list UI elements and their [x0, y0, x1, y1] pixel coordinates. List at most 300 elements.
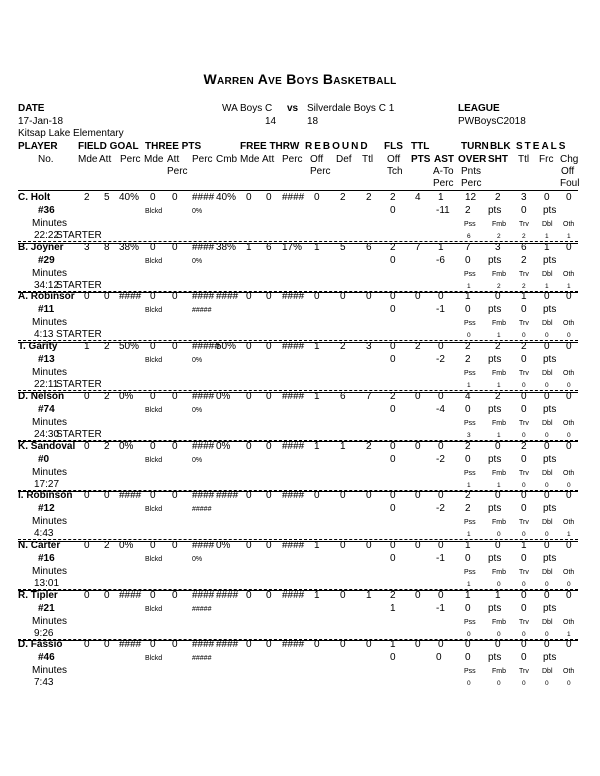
cell-pss: 1	[467, 382, 471, 390]
cell-stl-chg: 0	[566, 341, 572, 353]
cell-ttl-pts: 0	[415, 539, 421, 551]
cell-ast: 1	[438, 241, 444, 253]
cell-blk: 2	[495, 192, 501, 203]
cell-tp-att: 0	[172, 639, 178, 651]
cell-trv: 0	[522, 382, 526, 390]
cell-reb-off: 0	[314, 639, 320, 651]
cell-turn: 1	[465, 539, 471, 551]
label-minutes: Minutes	[32, 516, 68, 528]
cell-cmb-perc: 0%	[216, 539, 231, 551]
away-team: Silverdale Boys C 1	[307, 103, 395, 114]
cell-ttl-pts: 0	[415, 440, 421, 452]
cell-turn: 4	[465, 390, 471, 402]
label-oth: Oth	[563, 270, 575, 278]
cell-a-to: -2	[436, 503, 445, 515]
cell-reb-ttl: 7	[366, 390, 372, 402]
cell-ast: 0	[438, 490, 444, 502]
cell-ft-mde: 0	[246, 539, 252, 551]
cell-pss: 3	[467, 431, 471, 439]
label-dbl: Dbl	[542, 221, 553, 228]
cell-ft-att: 0	[266, 589, 272, 601]
col-frc: Frc	[539, 154, 554, 165]
cell-tp-att: 0	[172, 390, 178, 402]
cell-tp-mde: 0	[150, 440, 156, 452]
cell-ast: 0	[438, 390, 444, 402]
cell-ft-perc: ####	[282, 291, 305, 303]
label-blckd: Blckd	[145, 357, 163, 365]
cell-stl-frc: 1	[544, 241, 550, 253]
cell-minutes: 34:12	[34, 279, 60, 291]
cell-fls: 1	[390, 639, 396, 651]
col-over: OVER	[458, 154, 487, 165]
label-dbl: Dbl	[542, 519, 553, 527]
label-pts: pts	[543, 503, 557, 515]
cell-fls-off: 0	[390, 503, 396, 515]
cell-fg-att: 2	[104, 390, 110, 402]
cell-stl-chg: 0	[566, 539, 572, 551]
cell-oth: 1	[567, 531, 571, 539]
label-dbl: Dbl	[542, 469, 553, 477]
col-ft-mde: Mde	[240, 154, 260, 165]
label-pts: pts	[488, 552, 502, 564]
cell-stl-chg: 0	[566, 390, 572, 402]
cell-stl-frc: 0	[544, 341, 550, 353]
cell-fmb: 0	[497, 580, 501, 588]
label-fmb: Fmb	[492, 519, 506, 527]
label-pts: pts	[488, 652, 502, 664]
cell-ft-perc: ####	[282, 589, 305, 601]
cell-fmb: 1	[497, 332, 501, 340]
cell-stl-ttl: 0	[521, 639, 527, 651]
cell-reb-def: 0	[340, 639, 346, 651]
cell-fg-perc: 50%	[119, 341, 140, 353]
cell-reb-off: 0	[314, 291, 320, 303]
cell-reb-ttl: 3	[366, 341, 372, 353]
label-minutes: Minutes	[32, 416, 68, 428]
cell-stl-ttl: 2	[521, 341, 527, 353]
label-pss: Pss	[464, 419, 476, 427]
cell-number: #11	[38, 304, 55, 316]
cell-fg-mde: 2	[84, 192, 90, 203]
cell-fls-off: 0	[390, 453, 396, 465]
col-ttl: TTL	[411, 141, 430, 152]
cell-a-to: -2	[436, 354, 445, 366]
cell-fg-mde: 0	[84, 490, 90, 502]
cell-reb-ttl: 2	[366, 192, 372, 203]
cell-tp-mde: 0	[150, 241, 156, 253]
label-dbl: Dbl	[542, 668, 553, 676]
cell-blk-pts: 0	[521, 304, 527, 316]
cell-reb-ttl: 0	[366, 291, 372, 303]
cell-dbl: 0	[545, 630, 549, 638]
cell-tp-att: 0	[172, 192, 178, 203]
cell-blckd-perc: 0%	[192, 257, 203, 265]
cell-reb-def: 0	[340, 490, 346, 502]
cell-fg-att: 0	[104, 291, 110, 303]
cell-reb-ttl: 0	[366, 539, 372, 551]
cell-minutes: 22:22	[34, 230, 60, 241]
cell-reb-def: 2	[340, 341, 346, 353]
col-turn: TURN	[461, 141, 489, 152]
cell-starter: STARTER	[56, 279, 102, 291]
label-dbl: Dbl	[542, 419, 553, 427]
cell-name: C. Holt	[18, 192, 51, 203]
col-rebound: REBOUND	[305, 141, 370, 152]
cell-pss: 6	[467, 233, 471, 240]
cell-stl-frc: 0	[544, 539, 550, 551]
cell-fls-off: 0	[390, 403, 396, 415]
cell-pss: 0	[467, 332, 471, 340]
label-oth: Oth	[563, 419, 575, 427]
col-free-throw: FREE THRW	[240, 141, 300, 152]
cell-blk-pts: 0	[521, 552, 527, 564]
cell-fg-mde: 0	[84, 440, 90, 452]
cell-ft-att: 6	[266, 241, 272, 253]
label-blckd: Blckd	[145, 208, 163, 215]
cell-pss: 1	[467, 282, 471, 290]
col-ast: AST	[434, 154, 454, 165]
cell-tp-mde: 0	[150, 192, 156, 203]
cell-trv: 2	[522, 282, 526, 290]
cell-minutes: 24:30	[34, 428, 60, 440]
cell-turn: 2	[465, 341, 471, 353]
col-fls-tch: Tch	[387, 166, 403, 177]
label-oth: Oth	[563, 668, 575, 676]
cell-tp-perc: #####	[192, 341, 220, 353]
label-oth: Oth	[563, 519, 575, 527]
cell-fg-mde: 1	[84, 341, 90, 353]
label-dbl: Dbl	[542, 320, 553, 328]
col-fg-att: Att	[99, 154, 112, 165]
col-tp-perc: Perc	[192, 154, 213, 165]
cell-tp-att: 0	[172, 589, 178, 601]
cell-reb-off: 0	[314, 490, 320, 502]
cell-blk: 2	[495, 390, 501, 402]
cell-blk: 0	[495, 639, 501, 651]
cell-a-to: -2	[436, 453, 445, 465]
cell-fls: 2	[390, 589, 396, 601]
cell-ast: 1	[438, 192, 444, 203]
cell-cmb-perc: ####	[216, 639, 239, 651]
cell-ft-att: 0	[266, 192, 272, 203]
cell-number: #36	[38, 205, 55, 216]
cell-fg-mde: 0	[84, 390, 90, 402]
cell-fmb: 1	[497, 481, 501, 489]
cell-oth: 1	[567, 630, 571, 638]
cell-ft-mde: 0	[246, 589, 252, 601]
cell-name: I. Robinson	[18, 490, 73, 502]
cell-fg-perc: 0%	[119, 539, 134, 551]
label-pss: Pss	[464, 270, 476, 278]
cell-tp-perc: ####	[192, 440, 215, 452]
cell-fg-mde: 0	[84, 589, 90, 601]
cell-turn-pts: 2	[465, 503, 471, 515]
cell-turn-pts: 0	[465, 403, 471, 415]
cell-ft-att: 0	[266, 490, 272, 502]
cell-stl-frc: 0	[544, 192, 550, 203]
cell-fg-perc: ####	[119, 589, 142, 601]
cell-minutes: 13:01	[34, 577, 60, 589]
cell-cmb-perc: 38%	[216, 241, 237, 253]
cell-fls-off: 1	[390, 602, 396, 614]
cell-fmb: 0	[497, 680, 501, 688]
cell-blk: 2	[495, 341, 501, 353]
label-minutes: Minutes	[32, 218, 68, 229]
cell-name: K. Sandoval	[18, 440, 76, 452]
cell-turn: 1	[465, 589, 471, 601]
label-pts: pts	[543, 304, 557, 316]
cell-trv: 2	[522, 233, 526, 240]
away-score: 18	[307, 116, 319, 127]
cell-fg-perc: 0%	[119, 440, 134, 452]
cell-cmb-perc: 0%	[216, 390, 231, 402]
label-trv: Trv	[519, 419, 529, 427]
cell-oth: 0	[567, 580, 571, 588]
cell-fls: 0	[390, 440, 396, 452]
cell-turn-pts: 0	[465, 552, 471, 564]
label-pss: Pss	[464, 519, 476, 527]
cell-ttl-pts: 0	[415, 490, 421, 502]
cell-trv: 0	[522, 332, 526, 340]
cell-starter: STARTER	[56, 428, 102, 440]
cell-turn: 0	[465, 639, 471, 651]
cell-fg-att: 2	[104, 539, 110, 551]
cell-fg-att: 0	[104, 589, 110, 601]
label-trv: Trv	[519, 469, 529, 477]
cell-tp-att: 0	[172, 241, 178, 253]
cell-turn: 12	[465, 192, 477, 203]
cell-number: #46	[38, 652, 55, 664]
cell-fg-att: 0	[104, 490, 110, 502]
cell-fls-off: 0	[390, 354, 396, 366]
cell-turn-pts: 2	[465, 354, 471, 366]
cell-turn: 7	[465, 241, 471, 253]
col-tp-mde: Mde	[144, 154, 164, 165]
cell-ast: 0	[438, 440, 444, 452]
cell-ft-att: 0	[266, 440, 272, 452]
cell-ast: 0	[438, 291, 444, 303]
cell-fmb: 0	[497, 630, 501, 638]
cell-dbl: 0	[545, 431, 549, 439]
cell-tp-perc: ####	[192, 490, 215, 502]
cell-a-to: -4	[436, 403, 445, 415]
cell-reb-off: 1	[314, 341, 320, 353]
col-tp-att-perc: Perc	[167, 166, 188, 177]
col-reb-def: Def	[336, 154, 352, 165]
cell-trv: 0	[522, 481, 526, 489]
cell-reb-ttl: 6	[366, 241, 372, 253]
label-pts: pts	[488, 602, 502, 614]
cell-dbl: 0	[545, 332, 549, 340]
cell-fls: 2	[390, 192, 396, 203]
league-name: PWBoysC2018	[458, 116, 526, 127]
cell-reb-def: 5	[340, 241, 346, 253]
cell-fg-att: 0	[104, 639, 110, 651]
cell-a-to: -6	[436, 254, 445, 266]
label-pss: Pss	[464, 370, 476, 378]
cell-fg-att: 8	[104, 241, 110, 253]
label-pss: Pss	[464, 320, 476, 328]
label-pts: pts	[543, 453, 557, 465]
cell-name: D. Nelson	[18, 390, 65, 402]
cell-cmb-perc: ####	[216, 589, 239, 601]
label-pss: Pss	[464, 469, 476, 477]
label-blckd: Blckd	[145, 655, 163, 663]
cell-reb-def: 0	[340, 539, 346, 551]
cell-ft-perc: 17%	[282, 241, 303, 253]
cell-blk-pts: 0	[521, 205, 527, 216]
cell-number: #12	[38, 503, 55, 515]
label-dbl: Dbl	[542, 618, 553, 626]
label-oth: Oth	[563, 568, 575, 576]
cell-reb-def: 0	[340, 589, 346, 601]
cell-tp-mde: 0	[150, 639, 156, 651]
cell-pss: 1	[467, 580, 471, 588]
col-no: No.	[38, 154, 54, 165]
cell-turn-pts: 0	[465, 254, 471, 266]
col-pnts: Pnts	[461, 166, 482, 177]
cell-reb-off: 1	[314, 390, 320, 402]
cell-fg-att: 2	[104, 341, 110, 353]
label-pts: pts	[488, 254, 502, 266]
cell-reb-off: 1	[314, 589, 320, 601]
cell-blk: 0	[495, 440, 501, 452]
col-tp-att: Att	[167, 154, 180, 165]
col-fls-off: Off	[387, 154, 401, 165]
cell-ttl-pts: 7	[415, 241, 421, 253]
cell-oth: 1	[567, 233, 571, 240]
cell-name: B. Joyner	[18, 241, 64, 253]
cell-fg-perc: 0%	[119, 390, 134, 402]
col-player: PLAYER	[18, 141, 58, 152]
cell-a-to: -1	[436, 602, 445, 614]
cell-tp-att: 0	[172, 490, 178, 502]
cell-turn: 2	[465, 440, 471, 452]
cell-fls-off: 0	[390, 254, 396, 266]
cell-blk-pts: 0	[521, 403, 527, 415]
label-pss: Pss	[464, 568, 476, 576]
cell-dbl: 1	[545, 282, 549, 290]
cell-tp-perc: ####	[192, 192, 215, 203]
cell-trv: 0	[522, 531, 526, 539]
cell-blk-pts: 0	[521, 453, 527, 465]
label-blckd: Blckd	[145, 406, 163, 414]
cell-blk-pts: 0	[521, 602, 527, 614]
cell-stl-chg: 0	[566, 440, 572, 452]
vs-label: vs	[287, 103, 299, 114]
cell-turn: 2	[465, 490, 471, 502]
cell-a-to: -11	[436, 205, 450, 216]
cell-pss: 1	[467, 481, 471, 489]
cell-oth: 0	[567, 680, 571, 688]
cell-tp-mde: 0	[150, 341, 156, 353]
cell-reb-off: 1	[314, 241, 320, 253]
cell-turn: 1	[465, 291, 471, 303]
cell-reb-def: 1	[340, 440, 346, 452]
cell-stl-ttl: 2	[521, 440, 527, 452]
cell-number: #21	[38, 602, 55, 614]
cell-reb-ttl: 0	[366, 490, 372, 502]
label-pts: pts	[488, 503, 502, 515]
col-foul: Foul	[560, 178, 580, 189]
cell-fg-att: 2	[104, 440, 110, 452]
cell-fmb: 1	[497, 382, 501, 390]
cell-minutes: 7:43	[34, 677, 54, 689]
cell-tp-mde: 0	[150, 291, 156, 303]
home-score: 14	[265, 116, 277, 127]
cell-ft-att: 0	[266, 639, 272, 651]
label-trv: Trv	[519, 568, 529, 576]
col-fg-perc: Perc	[120, 154, 141, 165]
cell-fg-perc: ####	[119, 639, 142, 651]
label-trv: Trv	[519, 618, 529, 626]
cell-ft-mde: 0	[246, 490, 252, 502]
label-minutes: Minutes	[32, 565, 68, 577]
label-trv: Trv	[519, 519, 529, 527]
cell-ft-mde: 0	[246, 341, 252, 353]
cell-fls-off: 0	[390, 304, 396, 316]
cell-stl-chg: 0	[566, 639, 572, 651]
cell-tp-mde: 0	[150, 539, 156, 551]
label-oth: Oth	[563, 469, 575, 477]
label-pts: pts	[543, 652, 557, 664]
label-dbl: Dbl	[542, 270, 553, 278]
label-blckd: Blckd	[145, 555, 163, 563]
cell-pss: 0	[467, 680, 471, 688]
cell-dbl: 0	[545, 481, 549, 489]
col-reb-off: Off	[310, 154, 324, 165]
cell-number: #13	[38, 354, 55, 366]
cell-ft-mde: 0	[246, 291, 252, 303]
col-blk: BLK	[490, 141, 511, 152]
cell-reb-def: 2	[340, 192, 346, 203]
cell-stl-ttl: 0	[521, 490, 527, 502]
cell-ast: 0	[438, 589, 444, 601]
cell-ft-perc: ####	[282, 639, 305, 651]
cell-blckd-perc: 0%	[192, 357, 203, 365]
cell-number: #74	[38, 403, 55, 415]
cell-blk-pts: 0	[521, 503, 527, 515]
cell-reb-def: 0	[340, 291, 346, 303]
col-fls: FLS	[384, 141, 403, 152]
cell-ft-perc: ####	[282, 390, 305, 402]
label-dbl: Dbl	[542, 370, 553, 378]
cell-reb-ttl: 2	[366, 440, 372, 452]
label-minutes: Minutes	[32, 615, 68, 627]
label-pts: pts	[543, 254, 557, 266]
cell-fls: 2	[390, 390, 396, 402]
cell-tp-perc: ####	[192, 241, 215, 253]
cell-fls: 0	[390, 539, 396, 551]
cell-cmb-perc: 0%	[216, 440, 231, 452]
cell-minutes: 22:11	[34, 379, 59, 391]
cell-reb-ttl: 0	[366, 639, 372, 651]
cell-ft-perc: ####	[282, 440, 305, 452]
page-title: Warren Ave Boys Basketball	[203, 71, 397, 87]
cell-turn-pts: 0	[465, 602, 471, 614]
cell-stl-ttl: 3	[521, 192, 527, 203]
cell-tp-perc: ####	[192, 539, 215, 551]
col-reb-ttl: Ttl	[362, 154, 374, 165]
cell-fg-mde: 0	[84, 539, 90, 551]
cell-fls: 0	[390, 490, 396, 502]
cell-ft-perc: ####	[282, 341, 305, 353]
cell-tp-att: 0	[172, 291, 178, 303]
cell-stl-chg: 0	[566, 241, 572, 253]
label-fmb: Fmb	[492, 419, 506, 427]
cell-starter: STARTER	[56, 230, 102, 241]
cell-blckd-perc: 0%	[192, 555, 203, 563]
